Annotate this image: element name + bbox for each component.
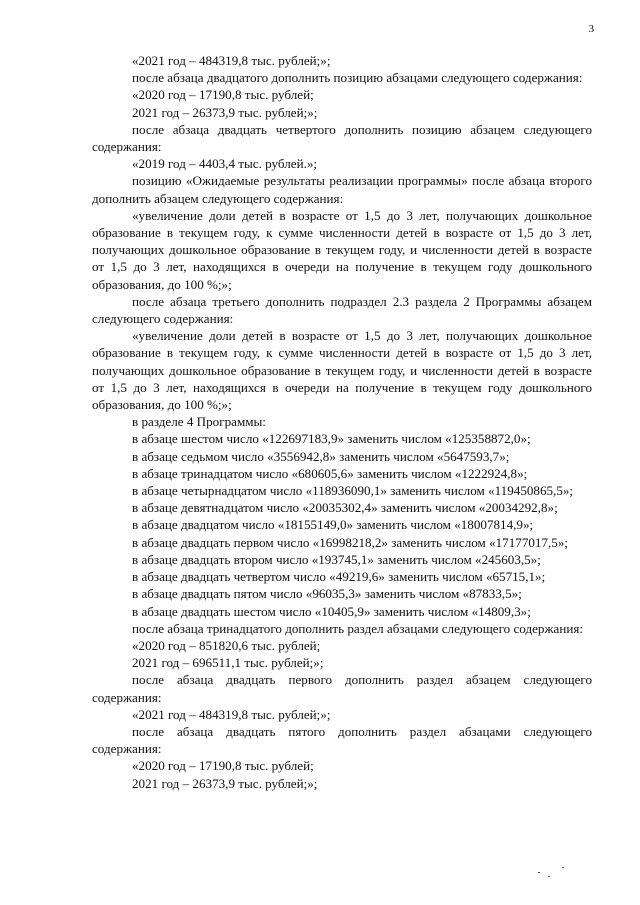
paragraph: «2020 год – 851820,6 тыс. рублей; bbox=[132, 637, 321, 653]
paragraph: «увеличение доли детей в возрасте от 1,5 до 3 лет, получающих дошкольное образование в текущем году, к сумме численности детей в возрасте от 1,5 до 3 лет, получающих дошкольное образование в текущем году, и численности детей в возрасте от 1,5 до 3 лет, находящихся в очереди на получение в текущем году дошкольного образования, до 100 %;»; bbox=[92, 328, 592, 413]
paragraph: в разделе 4 Программы: bbox=[132, 414, 266, 430]
paragraph: «2020 год – 17190,8 тыс. рублей; bbox=[132, 758, 314, 774]
paragraph: в абзаце тринадцатом число «680605,6» заменить числом «1222924,8»; bbox=[132, 465, 528, 481]
page-number: 3 bbox=[588, 23, 594, 35]
paragraph: «2021 год – 484319,8 тыс. рублей;»; bbox=[132, 53, 331, 68]
paragraph: 2021 год – 696511,1 тыс. рублей;»; bbox=[132, 655, 324, 671]
paragraph: 2021 год – 26373,9 тыс. рублей;»; bbox=[132, 775, 318, 791]
paragraph: после абзаца двадцать пятого дополнить раздел абзацами следующего содержания: bbox=[92, 723, 592, 757]
paragraph: «увеличение доли детей в возрасте от 1,5 до 3 лет, получающих дошкольное образование в текущем году, к сумме численности детей в возрасте от 1,5 до 3 лет, получающих дошкольное образование в текущем году, и численности детей в возрасте от 1,5 до 3 лет, находящихся в очереди на получение в текущем году дошкольного образования, до 100 %;»; bbox=[92, 207, 592, 292]
paragraph: в абзаце двадцать четвертом число «49219,6» заменить числом «65715,1»; bbox=[132, 569, 546, 585]
paragraph: в абзаце двадцать пятом число «96035,3» заменить числом «87833,5»; bbox=[132, 586, 522, 602]
scan-speck bbox=[562, 867, 564, 868]
paragraph: в абзаце девятнадцатом число «20035302,4» заменить числом «20034292,8»; bbox=[132, 500, 558, 516]
paragraph: после абзаца двадцатого дополнить позицию абзацами следующего содержания: bbox=[132, 70, 583, 86]
paragraph: в абзаце двадцатом число «18155149,0» заменить числом «18007814,9»; bbox=[132, 517, 534, 533]
paragraph: «2020 год – 17190,8 тыс. рублей; bbox=[132, 87, 314, 103]
paragraph: после абзаца третьего дополнить подраздел 2.3 раздела 2 Программы абзацем следующего содержания: bbox=[92, 293, 592, 327]
paragraph: в абзаце четырнадцатом число «118936090,1» заменить числом «119450865,5»; bbox=[132, 483, 574, 499]
paragraph: 2021 год – 26373,9 тыс. рублей;»; bbox=[132, 104, 318, 120]
paragraph: после абзаца тринадцатого дополнить раздел абзацами следующего содержания: bbox=[132, 620, 584, 636]
paragraph: после абзаца двадцать первого дополнить раздел абзацем следующего содержания: bbox=[92, 672, 592, 705]
scan-speck bbox=[538, 872, 540, 873]
document-body bbox=[92, 52, 592, 792]
paragraph: «2021 год – 484319,8 тыс. рублей;»; bbox=[132, 706, 331, 722]
paragraph: в абзаце двадцать первом число «16998218,2» заменить числом «17177017,5»; bbox=[132, 534, 569, 550]
paragraph: «2019 год – 4403,4 тыс. рублей.»; bbox=[132, 156, 318, 172]
paragraph: в абзаце двадцать втором число «193745,1» заменить числом «245603,5»; bbox=[132, 551, 541, 567]
paragraph: после абзаца двадцать четвертого дополнить позицию абзацем следующего содержания: bbox=[92, 121, 592, 155]
paragraph: позицию «Ожидаемые результаты реализации программы» после абзаца второго дополнить абзацем следующего содержания: bbox=[92, 173, 592, 206]
scan-speck bbox=[548, 876, 550, 877]
paragraph: в абзаце седьмом число «3556942,8» заменить числом «5647593,7»; bbox=[132, 448, 510, 464]
paragraph: в абзаце двадцать шестом число «10405,9» заменить числом «14809,3»; bbox=[132, 603, 531, 619]
paragraph: в абзаце шестом число «122697183,9» заменить числом «125358872,0»; bbox=[132, 431, 531, 447]
